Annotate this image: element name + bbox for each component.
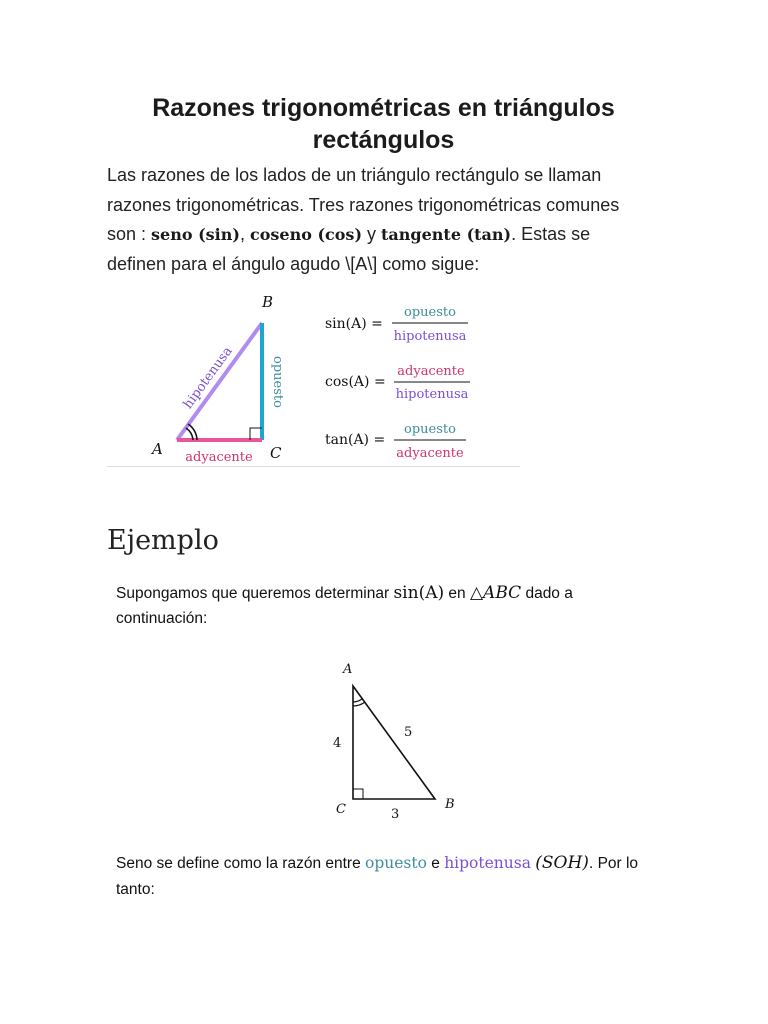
term-seno: seno (sin) (151, 225, 240, 244)
page-title: Razones trigonométricas en triángulos rectángulos (152, 94, 615, 154)
seno-hipotenusa: hipotenusa (444, 854, 531, 872)
seno-text-e: e (426, 855, 445, 872)
math-soh: (SOH) (535, 853, 589, 873)
example-angle-arc-inner (353, 699, 362, 702)
side-ab-label: 5 (404, 725, 413, 740)
seno-opuesto: opuesto (365, 854, 427, 872)
vertex-b-label: B (262, 293, 274, 311)
tan-formula-num: opuesto (404, 422, 456, 437)
section-heading: Ejemplo (107, 525, 219, 556)
cos-formula-lhs: cos(A) = (325, 374, 386, 390)
example-text-post: dado a (521, 585, 573, 602)
seno-text-post: . Por lo (588, 855, 639, 872)
intro-text-1: Las razones de los lados de un triángulo rectángulo se llaman razones trigonométricas. Tres razones trigonométricas comunes son : (107, 165, 620, 244)
seno-text-pre: Seno se define como la razón entre (116, 855, 366, 872)
math-triangle-abc: △ABC (469, 583, 522, 603)
opposite-label: opuesto (270, 356, 285, 408)
seno-line (116, 853, 638, 873)
tan-formula-den: adyacente (396, 446, 464, 461)
example-triangle-shape (353, 686, 435, 799)
tanto-line: tanto: (116, 881, 155, 898)
sin-formula-lhs: sin(A) = (325, 316, 383, 332)
intro-y: y (362, 224, 382, 244)
math-sin-a: sin(A) (393, 583, 445, 603)
example-right-angle-mark (353, 789, 363, 799)
cos-formula-den: hipotenusa (395, 387, 469, 402)
example-line-2: continuación: (116, 610, 208, 627)
example-angle-arc (353, 702, 365, 706)
vertex-a-label: A (152, 440, 163, 458)
side-cb-label: 3 (391, 807, 400, 822)
sin-formula-num: opuesto (404, 305, 456, 320)
intro-text-2: . Estas se definen para el ángulo agudo \[A\] como sigue: (107, 224, 591, 274)
example-vertex-b: B (445, 797, 455, 812)
example-text-pre: Supongamos que queremos determinar (116, 585, 394, 602)
sin-formula-den: hipotenusa (393, 329, 467, 344)
hypotenuse-label: hipotenusa (180, 344, 236, 412)
intro-comma: , (239, 224, 250, 244)
tan-formula-lhs: tan(A) = (325, 432, 386, 448)
example-vertex-a: A (343, 662, 353, 677)
adjacent-label: adyacente (185, 450, 253, 465)
cos-formula-num: adyacente (397, 364, 465, 379)
term-coseno: coseno (cos) (249, 225, 363, 244)
vertex-c-label: C (270, 444, 282, 462)
example-text-mid: en (444, 585, 470, 602)
term-tangente: tangente (tan) (381, 225, 512, 244)
example-vertex-c: C (336, 802, 346, 817)
side-ac-label: 4 (333, 736, 342, 751)
